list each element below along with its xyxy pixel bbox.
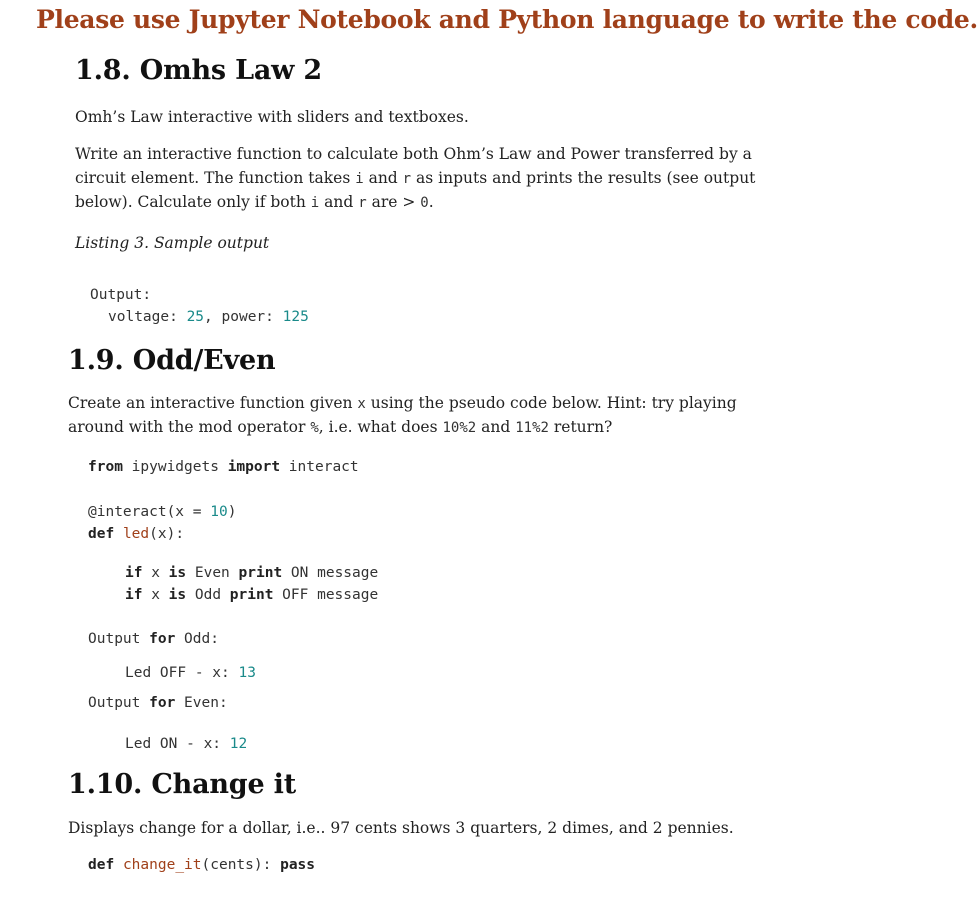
voltage-label: voltage: [108,309,187,325]
section-1-9-paragraph-line-1 [68,391,737,416]
text: using the pseudo code below. Hint: try playing [365,394,737,412]
section-1-9-paragraph-line-2 [68,415,612,440]
text: Led ON - x: [125,736,230,752]
text: Output [88,631,150,647]
text: and [476,418,516,436]
instruction-banner: Please use Jupyter Notebook and Python language to write the code. [36,5,978,34]
number: 10 [210,504,228,520]
text: Output [88,695,150,711]
inline-code-example-2: 11%2 [515,420,549,436]
keyword: pass [280,857,316,873]
listing-caption: Listing 3. Sample output [75,234,270,252]
section-1-9-title: 1.9. Odd/Even [68,345,276,376]
keyword: if [125,565,143,581]
inline-code-mod: % [310,420,319,436]
sample-output-label: Output: [90,287,152,303]
text: are > [366,193,421,211]
section-1-8-intro: Omh’s Law interactive with sliders and textboxes. [75,108,469,126]
code-line-if-odd [125,584,378,606]
module-name: ipywidgets [122,459,228,475]
text: and [363,169,403,187]
section-1-8-paragraph-line-1: Write an interactive function to calculate both Ohm’s Law and Power transferred by a [75,145,752,163]
keyword: for [149,695,176,711]
keyword: def [88,526,115,542]
code-line-def-led [88,523,184,545]
voltage-value: 25 [186,309,205,325]
function-name: change_it [122,857,202,873]
code-line-if-even [125,562,378,584]
inline-code-r: r [358,195,367,211]
text: return? [548,418,613,436]
text: ON message [282,565,379,581]
code-line-led-on [125,733,247,755]
function-name: led [122,526,150,542]
inline-code-x: x [357,396,366,412]
text: Led OFF - x: [125,665,239,681]
inline-code-i: i [310,195,320,211]
power-label: , power: [204,309,283,325]
text: as inputs and prints the results (see output [411,169,756,187]
text: circuit element. The function takes [75,169,356,187]
keyword: if [125,587,143,603]
inline-code-zero: 0 [420,195,429,211]
text: OFF message [273,587,379,603]
text: ) [227,504,237,520]
keyword: for [149,631,176,647]
code-line-def-change-it [88,854,315,876]
code-line-output-even [88,692,228,714]
text: around with the mod operator [68,418,311,436]
function-args: (cents): [201,857,281,873]
keyword: def [88,857,115,873]
code-line-led-off [125,662,256,684]
import-name: interact [280,459,359,475]
keyword: print [229,587,274,603]
function-args: (x): [149,526,185,542]
text: x [142,565,169,581]
text: x [142,587,169,603]
decorator: @interact(x = [88,504,211,520]
code-line-output-odd [88,628,219,650]
section-1-10-paragraph: Displays change for a dollar, i.e.. 97 cents shows 3 quarters, 2 dimes, and 2 pennies. [68,819,734,837]
section-1-8-paragraph-line-3 [75,190,434,215]
text: Odd [186,587,230,603]
inline-code-example-1: 10%2 [442,420,477,436]
keyword: from [88,459,123,475]
text: below). Calculate only if both [75,193,311,211]
code-line-import [88,456,359,478]
text: and [319,193,359,211]
text: , i.e. what does [318,418,443,436]
section-1-8-paragraph-line-2 [75,166,755,191]
text: Even [186,565,239,581]
code-line-decorator [88,501,236,523]
text: Create an interactive function given [68,394,358,412]
keyword: print [238,565,283,581]
text: . [428,193,434,211]
text: Odd: [175,631,219,647]
section-1-8-title: 1.8. Omhs Law 2 [75,55,323,86]
inline-code-r: r [402,171,412,187]
power-value: 125 [282,309,309,325]
inline-code-i: i [355,171,364,187]
sample-output-values [108,306,309,328]
keyword: is [168,565,187,581]
keyword: import [227,459,281,475]
number: 12 [229,736,248,752]
section-1-10-title: 1.10. Change it [68,769,296,800]
text: Even: [175,695,228,711]
keyword: is [168,587,187,603]
number: 13 [238,665,256,681]
